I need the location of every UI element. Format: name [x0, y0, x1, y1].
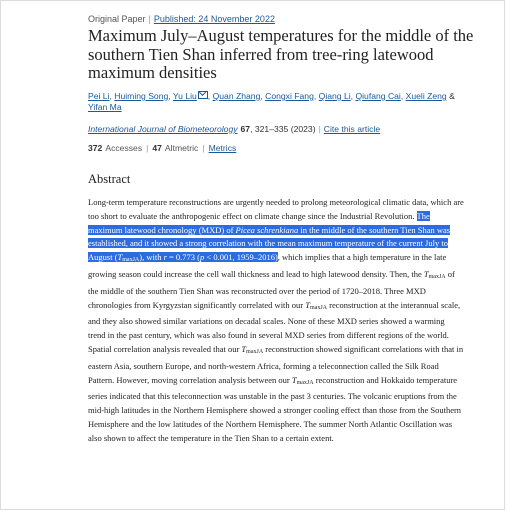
- published-date-link[interactable]: Published: 24 November 2022: [153, 14, 275, 24]
- article-meta: Original Paper | Published: 24 November 2022: [88, 14, 275, 24]
- altmetric-label: Altmetric: [164, 143, 199, 153]
- email-icon[interactable]: [198, 91, 208, 99]
- journal-line: International Journal of Biometeorology 67, 321–335 (2023) | Cite this article: [88, 124, 381, 134]
- cite-link[interactable]: Cite this article: [323, 124, 381, 134]
- author-link[interactable]: Qiang Li: [318, 91, 351, 101]
- author-link[interactable]: Yifan Ma: [88, 102, 122, 112]
- author-link[interactable]: Pei Li: [88, 91, 110, 101]
- metrics-link[interactable]: Metrics: [208, 143, 237, 153]
- author-link[interactable]: Quan Zhang: [212, 91, 261, 101]
- journal-link[interactable]: International Journal of Biometeorology: [88, 124, 238, 134]
- author-link[interactable]: Congxi Fang: [265, 91, 314, 101]
- journal-pages: , 321–335 (2023): [250, 124, 316, 134]
- article-metrics: 372 Accesses | 47 Altmetric | Metrics: [88, 143, 237, 153]
- accesses-count: 372: [88, 143, 103, 153]
- accesses-label: Accesses: [105, 143, 143, 153]
- altmetric-count: 47: [152, 143, 162, 153]
- journal-volume: 67: [240, 124, 251, 134]
- author-link[interactable]: Huiming Song: [114, 91, 169, 101]
- abstract-text: Long-term temperature reconstructions are urgently needed to prolong meteorological climatic data, which are too short to evaluate the anthropogenic effect on climate change since the Industrial Revolution. The maximum latewood chronology (MXD) of Picea schrenkiana in the middle of the southern Tien Shan was established, and it showed a strong correlation with the mean maximum temperature of the current July to August (TmaxJA), with r = 0.773 (p < 0.001, 1959–2016), which implies that a high temperature in the late growing season could increase the cell wall thickness and lead to high latewood density. Then, the TmaxJA of the middle of the southern Tien Shan was reconstructed over the period of 1720–2018. Three MXD chronologies from Kyrgyzstan significantly correlated with our TmaxJA reconstruction at the interannual scale, and they also showed similar variations on decadal scales. None of these MXD series showed a warming trend in the past century, which was also found in several MXD series from different regions of the world. Spatial correlation analysis revealed that our TmaxJA reconstruction showed significant correlations with that in eastern Asia, southern Europe, and north-western Africa, forming a teleconnection called the Silk Road Pattern. However, moving correlation analysis between our TmaxJA reconstruction and Hokkaido temperature series indicated that this teleconnection was unstable in the past 3 centuries. The volcanic eruptions from the mid-high latitudes in the Northern Hemisphere showed a stronger cooling effect than those from the Southern Hemisphere and the low latitudes of the Northern Hemisphere. The summer North Atlantic Oscillation was also shown to affect the temperature in the Tien Shan to a certain extent.: [88, 197, 464, 443]
- abstract-heading: Abstract: [88, 172, 131, 186]
- selected-text[interactable]: The maximum latewood chronology (MXD) of Picea schrenkiana in the middle of the southern Tien Shan was established, and it showed a strong correlation with the mean maximum temperature of the current July to August (TmaxJA), with r = 0.773 (p < 0.001, 1959–2016): [88, 210, 451, 264]
- article-type: Original Paper: [88, 14, 146, 24]
- author-link[interactable]: Qiufang Cai: [355, 91, 401, 101]
- article-title: Maximum July–August temperatures for the middle of the southern Tien Shan inferred from tree-ring latewood maximum densities: [88, 26, 474, 82]
- author-link[interactable]: Yu Liu: [172, 91, 197, 101]
- author-link[interactable]: Xueli Zeng: [405, 91, 447, 101]
- author-list: Pei Li, Huiming Song, Yu Liu , Quan Zhang, Congxi Fang, Qiang Li, Qiufang Cai, Xueli Zeng & Yifan Ma: [88, 91, 455, 112]
